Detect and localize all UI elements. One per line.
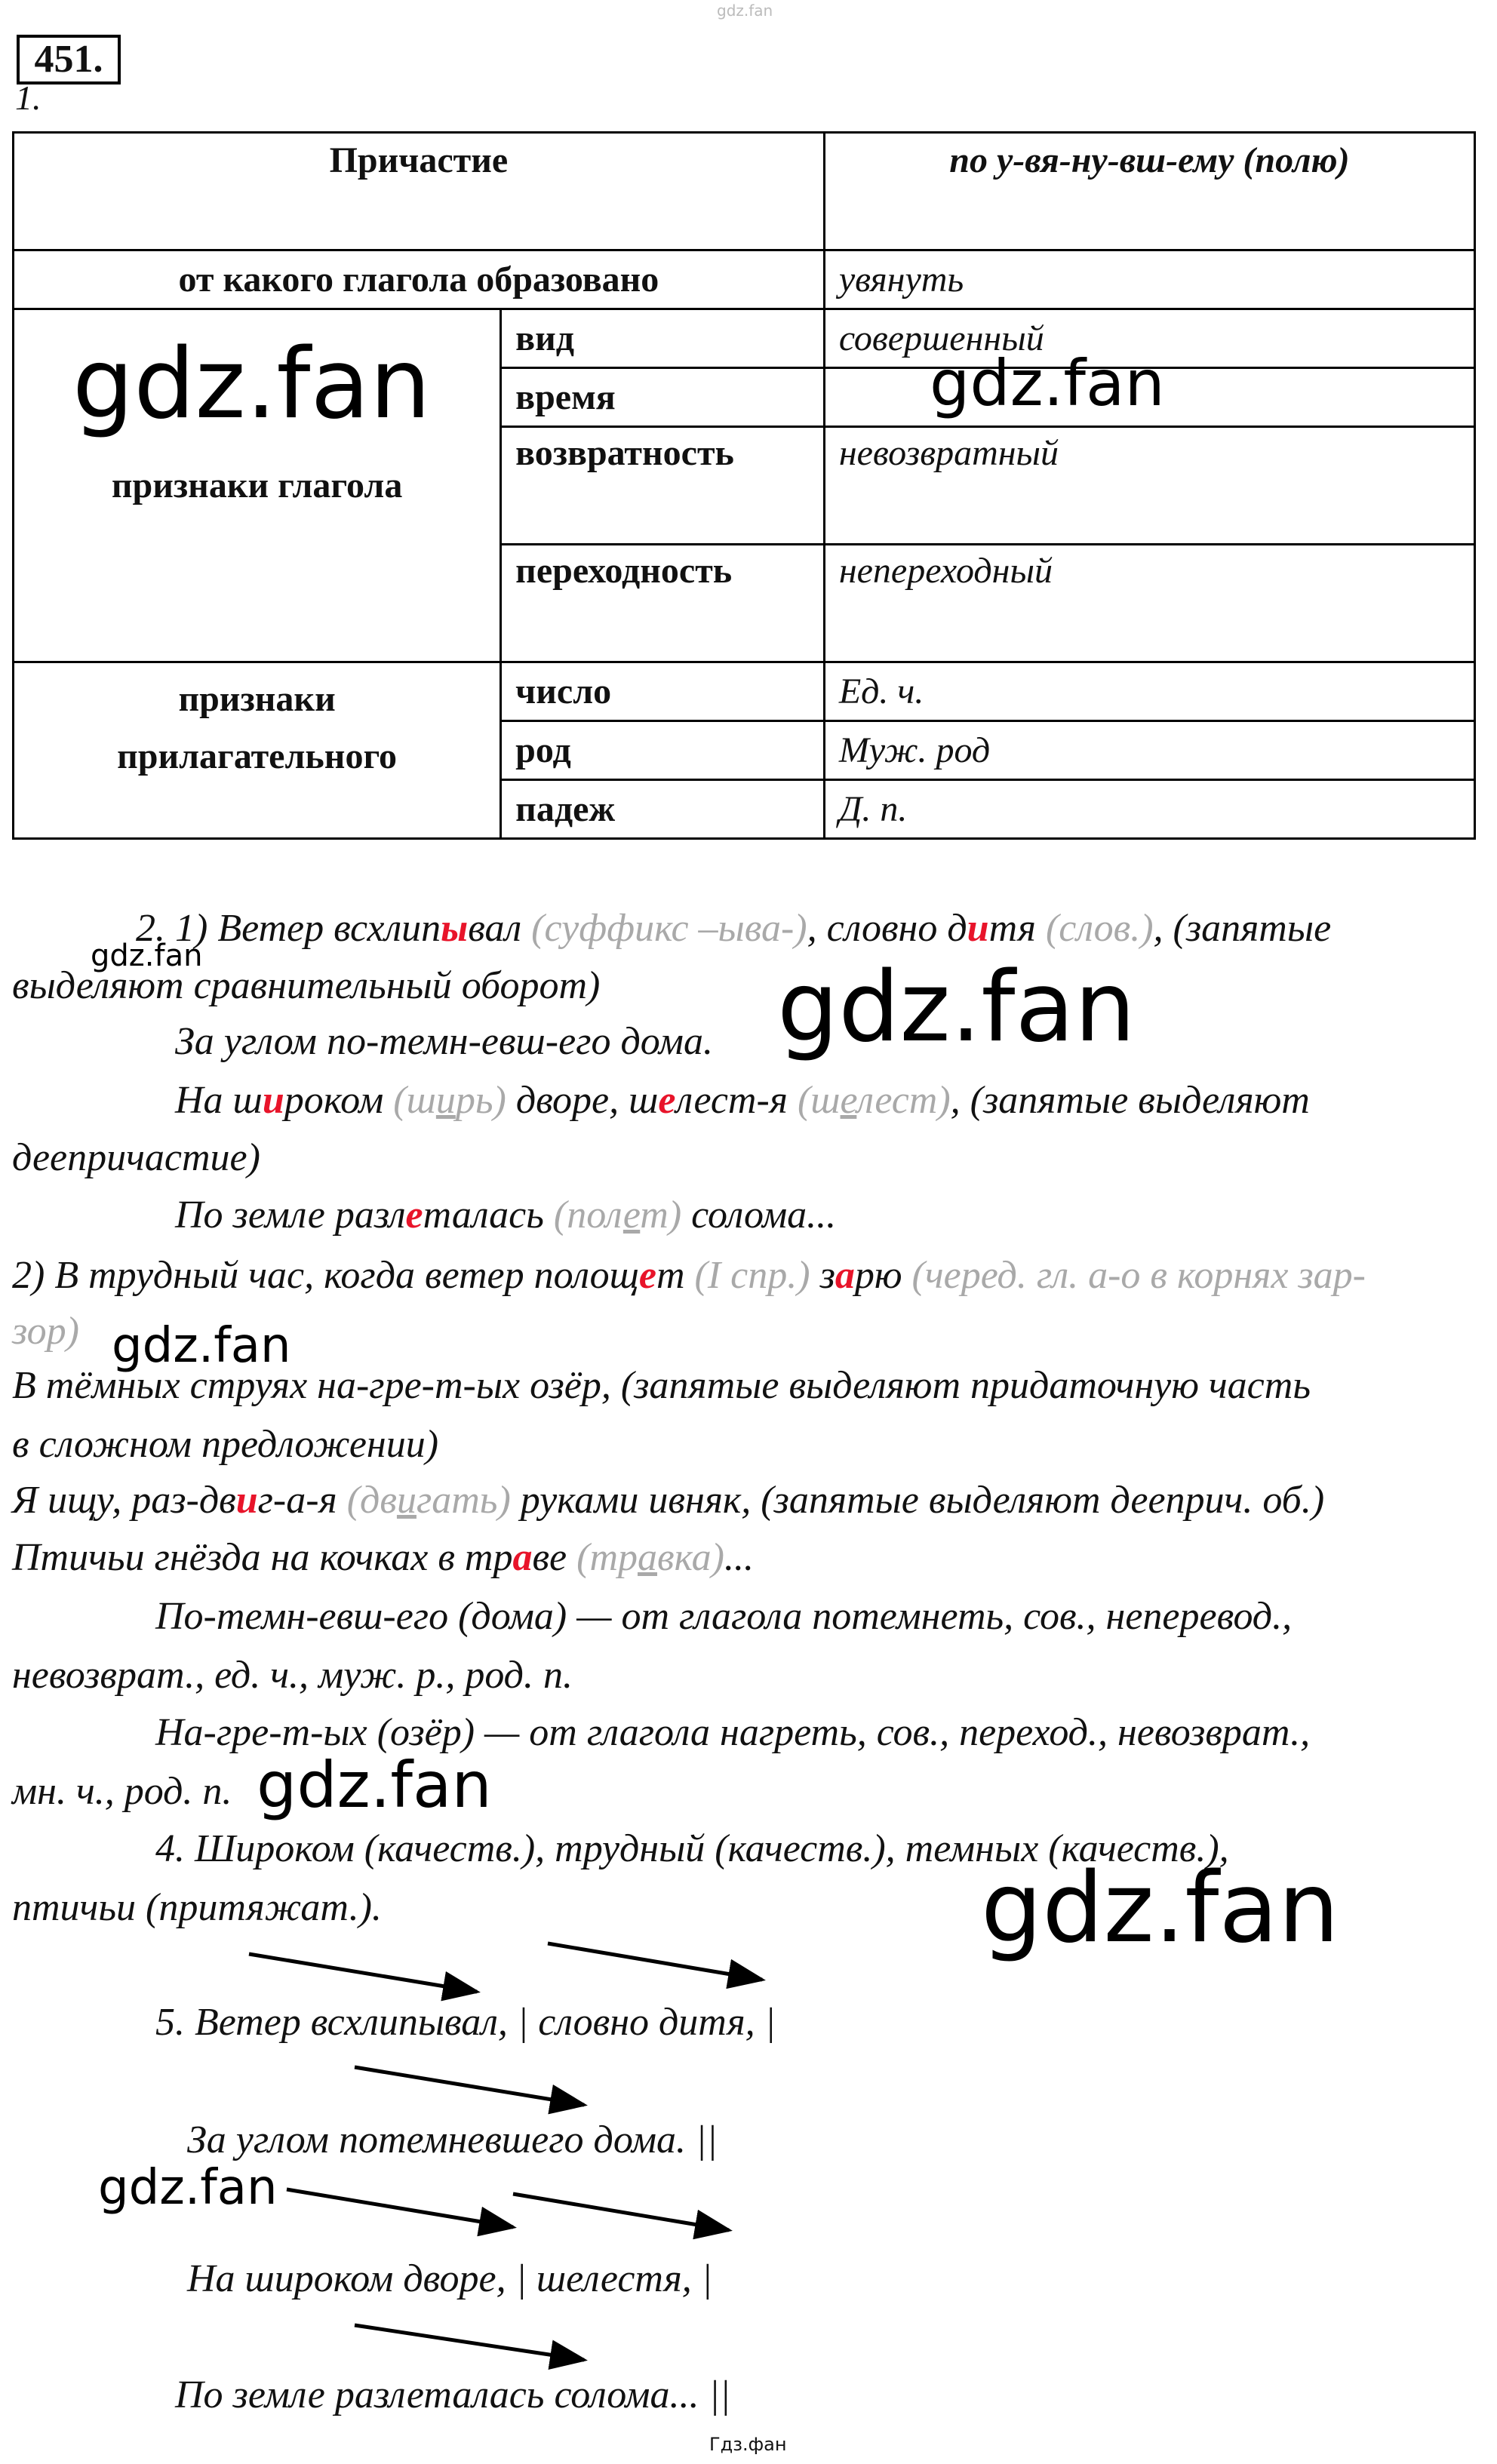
text-line: На широком (ширь) дворе, шелест-я (шелест), (запятые выделяют [175,1079,1310,1122]
feature-value: совершенный [824,309,1474,368]
feature-value: невозвратный [824,427,1474,545]
arrow [249,1954,477,1992]
arrow [355,2067,584,2105]
feature-value: непереходный [824,545,1474,662]
feature-value: Ед. ч. [824,662,1474,721]
text-line: деепричастие) [12,1136,260,1179]
feature-name: вид [501,309,825,368]
footer-text: Гдз.фан [709,2434,787,2455]
feature-name: род [501,721,825,780]
text-line: Я ищу, раз-двиг-а-я (двигать) руками ивняк, (запятые выделяют дееприч. об.) [12,1479,1325,1522]
feature-name: время [501,368,825,427]
top-watermark: gdz.fan [717,2,773,20]
text-line: мн. ч., род. п. [12,1770,232,1813]
scheme-line: На широком дворе, | шелестя, | [187,2257,713,2300]
scheme-line: 5. Ветер всхлипывал, | словно дитя, | [155,2001,776,2044]
text-line: зор) [12,1310,79,1353]
scheme-line: За углом потемневшего дома. || [187,2118,718,2161]
text-line: в сложном предложении) [12,1423,439,1466]
watermark: gdz.fan [930,346,1165,420]
watermark: gdz.fan [91,939,203,973]
feature-name: возвратность [501,427,825,545]
header-participle: Причастие [14,133,825,250]
arrow [548,1943,762,1980]
header-participle-word: по у-вя-ну-вш-ему (полю) [824,133,1474,250]
watermark: gdz.fan [98,2160,278,2216]
part1-label: 1. [15,78,41,117]
arrow [513,2194,729,2230]
text-line: На-гре-т-ых (озёр) — от глагола нагреть, сов., переход., невозврат., [155,1711,1311,1754]
scheme-line: По земле разлеталась солома... || [175,2373,731,2416]
watermark: gdz.fan [777,951,1136,1064]
exercise-number: 451. [17,35,121,84]
text-line: По земле разлеталась (полет) солома... [175,1194,837,1237]
text-line: невозврат., ед. ч., муж. р., род. п. [12,1654,573,1697]
text-line: По-темн-евш-его (дома) — от глагола потемнеть, сов., неперевод., [155,1595,1293,1638]
text-line: 4. Широком (качеств.), трудный (качеств.), темных (качеств.), [155,1827,1229,1870]
watermark: gdz.fan [981,1852,1339,1965]
text-line: 2) В трудный час, когда ветер полощет (I спр.) зарю (черед. гл. а-о в корнях зар- [12,1254,1366,1297]
feature-name: падеж [501,780,825,839]
text-line: выделяют сравнительный оборот) [12,964,601,1007]
watermark: gdz.fan [257,1748,492,1822]
text-line: В тёмных струях на-гре-т-ых озёр, (запятые выделяют придаточную часть [12,1364,1311,1407]
adj-label-line1: признаки [178,679,336,719]
watermark: gdz.fan [72,328,431,441]
verb-origin-value: увянуть [824,250,1474,309]
arrow [287,2189,513,2227]
verb-origin-label: от какого глагола образовано [14,250,825,309]
verb-features-label: признаки глагола [14,309,501,662]
text-line: Птичьи гнёзда на кочках в траве (травка)... [12,1536,754,1579]
text-line: 2. 1) Ветер всхлипывал (суффикс –ыва-), словно дитя (слов.), (запятые [136,907,1332,950]
feature-name: переходность [501,545,825,662]
text-line: За углом по-темн-евш-его дома. [175,1020,713,1063]
watermark: gdz.fan [112,1318,291,1374]
adj-label-line2: прилагательного [117,736,398,776]
feature-value: Муж. род [824,721,1474,780]
feature-value: Д. п. [824,780,1474,839]
arrow [355,2325,584,2360]
text-line: птичьи (притяжат.). [12,1886,382,1929]
feature-name: число [501,662,825,721]
